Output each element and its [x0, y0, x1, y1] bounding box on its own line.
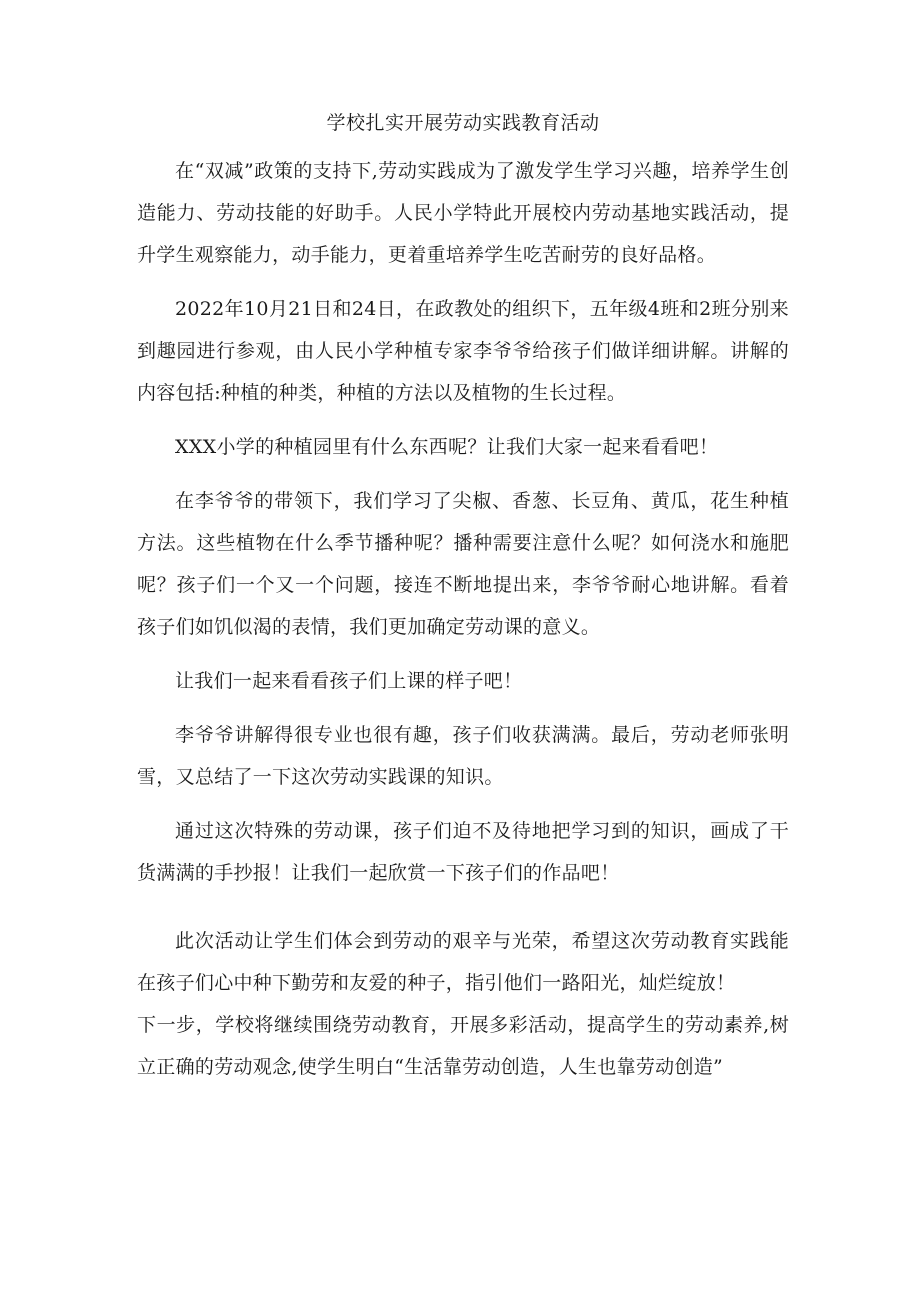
paragraph-next-step: 下一步，学校将继续围绕劳动教育，开展多彩活动，提高学生的劳动素养,树立正确的劳动观念,使学生明白“生活靠劳动创造，人生也靠劳动创造” [137, 1014, 789, 1078]
paragraph-question: XXX小学的种植园里有什么东西呢？让我们大家一起来看看吧！ [175, 436, 719, 458]
paragraph-reflection: 此次活动让学生们体会到劳动的艰辛与光荣，希望这次劳动教育实践能在孩子们心中种下勤劳和友爱的种子，指引他们一路阳光，灿烂绽放！ [137, 930, 789, 994]
paragraph-intro: 在“双减”政策的支持下,劳动实践成为了激发学生学习兴趣，培养学生创造能力、劳动技能的好助手。人民小学特此开展校内劳动基地实践活动，提升学生观察能力，动手能力，更着重培养学生吃苦耐劳的良好品格。 [137, 160, 789, 266]
paragraph-posters: 通过这次特殊的劳动课，孩子们迫不及待地把学习到的知识，画成了干货满满的手抄报！让我们一起欣赏一下孩子们的作品吧！ [137, 820, 789, 884]
paragraph-visit: 2022年10月21日和24日，在政教处的组织下，五年级4班和2班分别来到趣园进行参观，由人民小学种植专家李爷爷给孩子们做详细讲解。讲解的内容包括:种植的种类，种植的方法以及植物的生长过程。 [137, 298, 789, 404]
paragraph-learning: 在李爷爷的带领下，我们学习了尖椒、香葱、长豆角、黄瓜，花生种植方法。这些植物在什么季节播种呢？播种需要注意什么呢？如何浇水和施肥呢？孩子们一个又一个问题，接连不断地提出来，李爷爷耐心地讲解。看着孩子们如饥似渴的表情，我们更加确定劳动课的意义。 [137, 490, 789, 638]
document-title: 学校扎实开展劳动实践教育活动 [326, 112, 600, 134]
document-body [137, 108, 789, 1100]
paragraph-summary: 李爷爷讲解得很专业也很有趣，孩子们收获满满。最后，劳动老师张明雪，又总结了一下这次劳动实践课的知识。 [137, 724, 789, 788]
paragraph-class-photos: 让我们一起来看看孩子们上课的样子吧！ [175, 670, 523, 692]
